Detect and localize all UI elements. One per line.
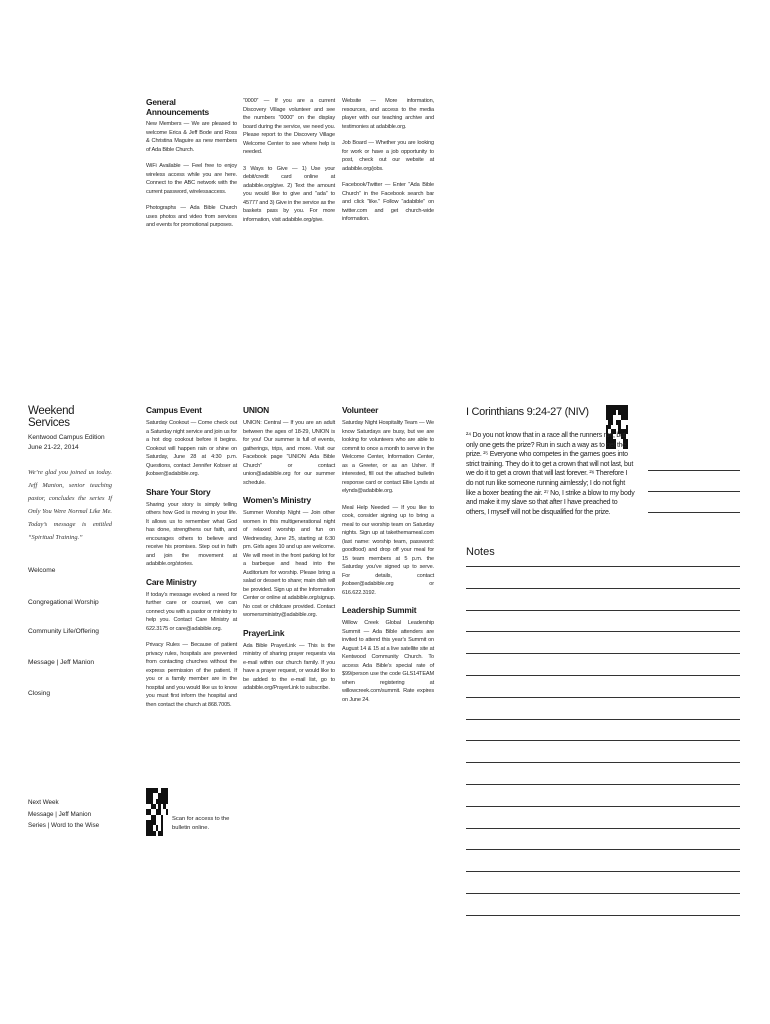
campus-cookout: Saturday Cookout — Come check out a Saturday night service and join us for a hot dog cookout before it begins. Cookout will happen rain or shine on Saturday, June 28 at 4:30 p.m. Questions, contact Jennifer Kobser at jkobser@adabible.org. — [146, 420, 237, 477]
volunteer-heading: Volunteer — [342, 405, 379, 415]
note-line — [466, 806, 740, 807]
scan-caption — [172, 815, 229, 832]
note-line — [466, 588, 740, 589]
note-line — [466, 762, 740, 763]
meal-help-text: Meal Help Needed — If you like to cook, consider signing up to bring a meal to our worship team on Saturday nights. Sign up at takethemameal.com (last name: worship team, password: goodfood) and drop off your meal for 15 team members at 5 p.m. the Saturday you’ve signed up to serve. For details, contact jkobser@adabible.org or 616.622.3192. — [342, 504, 434, 596]
next-week-block — [28, 797, 99, 832]
announcement-3-ways-to-give: 3 Ways to Give — 1) Use your debit/credit card online at adabible.org/give. 2) Text the amount you would like to give and “ada” to 45777 and 3) Give in the service as the baskets pass by you. For more information, visit adabible.org/give. — [243, 165, 335, 223]
share-story-text: Sharing your story is simply telling others how God is moving in your life. It allows us to remember what God has done, strengthens our faith, and encourages others to believe and receive his promises. Step out in faith and join the movement at adabible.org/stories. — [146, 501, 237, 567]
announcement-job-board: Job Board — Whether you are looking for work or have a job opportunity to post, check out our website at adabible.org/jobs. — [342, 140, 434, 172]
note-line — [466, 784, 740, 785]
order-item-closing: Closing — [28, 690, 50, 697]
note-line-short — [648, 512, 740, 513]
note-line — [466, 631, 740, 632]
notes-label: Notes — [466, 546, 495, 558]
order-item-community-life: Community Life/Offering — [28, 628, 99, 635]
note-line — [466, 740, 740, 741]
note-line — [466, 871, 740, 872]
campus-column — [146, 405, 237, 717]
volunteer-column — [342, 405, 434, 712]
hospitality-team-text: Saturday Night Hospitality Team — We know Saturdays are busy, but we are looking for volunteers who are able to commit to once a month to serve in the Welcome Center, Information Center, as a Greeter, or as an Usher. If interested, fill out the attached bulletin response card or contact Ellie Lynds at elynds@adabible.org. — [342, 420, 434, 494]
care-ministry-heading: Care Ministry — [146, 576, 197, 587]
note-line — [466, 719, 740, 720]
share-story-heading: Share Your Story — [146, 486, 211, 497]
note-line — [466, 828, 740, 829]
campus-event-heading: Campus Event — [146, 405, 202, 415]
service-date: June 21-22, 2014 — [28, 444, 79, 451]
bulletin-qr-code[interactable] — [146, 788, 168, 836]
note-line — [466, 653, 740, 654]
general-announcements-heading: General Announcements — [146, 97, 210, 117]
scripture-heading: I Corinthians 9:24-27 (NIV) — [466, 406, 589, 418]
note-line — [466, 849, 740, 850]
union-central-text: UNION: Central — If you are an adult between the ages of 18-29, UNION is for you! Our summer is full of events, gatherings, trips, and more. Visit our Facebook page “UNION Ada Bible Church” or contact union@adabible.org for our summer schedule. — [243, 420, 335, 486]
announcement-website: Website — More information, resources, and access to the media player with our teaching archive and testimonies at adabible.org. — [342, 98, 434, 130]
note-line — [466, 697, 740, 698]
union-column — [243, 405, 335, 701]
privacy-rules-text: Privacy Rules — Because of patient privacy rules, hospitals are prevented from contacting churches without the express permission of the patient. If you or a family member are in the hospital and you would like us to know you must first inform the hospital and then contact the church at 868.7005. — [146, 642, 237, 708]
note-line-short — [648, 491, 740, 492]
next-week-series: Series | Word to the Wise — [28, 822, 100, 829]
scan-caption-line1: Scan for access to the — [172, 816, 230, 822]
announcements-col1 — [146, 97, 237, 238]
prayerlink-text: Ada Bible PrayerLink — This is the ministry of sharing prayer requests via e-mail within our church family. If you have a prayer request, or would like to be added to the e-mail list, go to adabible.org/PrayerLink to subscribe. — [243, 642, 335, 691]
announcements-col3 — [342, 97, 434, 232]
leadership-summit-heading: Leadership Summit — [342, 605, 417, 615]
note-line — [466, 915, 740, 916]
note-line — [466, 675, 740, 676]
announcement-facebook-twitter: Facebook/Twitter — Enter “Ada Bible Church” in the Facebook search bar and click “like.” Follow “adabible” on twitter.com and get church-wide information. — [342, 182, 434, 222]
order-item-message: Message | Jeff Manion — [28, 659, 95, 666]
prayerlink-heading: PrayerLink — [243, 627, 285, 638]
scripture-verse: ²⁴ Do you not know that in a race all the runners run, but only one gets the prize? Run in such a way as to get the prize. ²⁵ Everyone who competes in the games goes into strict training. They do it to get a crown that will not last, but we do it to get a crown that will last forever. ²⁶ Therefore I do not run like someone running aimlessly; I do not fight like a boxer beating the air. ²⁷ No, I strike a blow to my body and make it my slave so that after I have preached to others, I myself will not be disqualified for the prize. — [466, 432, 635, 516]
announcement-photographs: Photographs — Ada Bible Church uses photos and video from services and events for promotional purposes. — [146, 205, 237, 228]
qr-module — [166, 831, 168, 836]
note-line — [466, 566, 740, 567]
summer-worship-text: Summer Worship Night — Join other women in this multigenerational night of relaxed worship and fun on Wednesday, June 25, starting at 6:30 pm. Girls ages 10 and up are welcome. We will meet in the front parking lot for a barbeque and head into the Auditorium for worship. Please bring a salad or dessert to share; main dish will be provided. Sign up at the Information Center or online at adabible.org/signup. No cost or childcare provided. Contact womensministry@adabible.org. — [243, 510, 335, 618]
womens-ministry-heading: Women’s Ministry — [243, 495, 311, 505]
welcome-intro: We’re glad you joined us today. Jeff Manion, senior teaching pastor, concludes the series If Only You Were Normal Like Me. Today’s message is entitled “Spiritual Training.” — [28, 469, 112, 541]
weekend-services-panel — [28, 405, 112, 544]
order-item-welcome: Welcome — [28, 567, 56, 574]
announcements-col2 — [243, 97, 335, 232]
campus-edition: Kentwood Campus Edition — [28, 434, 105, 441]
union-heading: UNION — [243, 405, 269, 415]
order-item-worship: Congregational Worship — [28, 599, 99, 606]
announcement-0000: “0000” — If you are a current Discovery Village volunteer and see the numbers “0000” on the display board during the service, we need you. Please report to the Discovery Village Welcome Center to see where help is needed. — [243, 98, 335, 155]
announcement-wifi: WiFi Available — Feel free to enjoy wireless access while you are here. Connect to the ABC network with the current password, wirelessaccess. — [146, 163, 237, 195]
note-line — [466, 610, 740, 611]
scan-caption-line2: bulletin online. — [172, 824, 210, 831]
weekend-services-title: Weekend Services — [28, 405, 75, 429]
note-line-short — [648, 470, 740, 471]
announcement-new-members: New Members — We are pleased to welcome Erica & Jeff Bode and Ross & Christina Maguire as new members of Ada Bible Church. — [146, 121, 237, 153]
note-line — [466, 893, 740, 894]
next-week-label: Next Week — [28, 799, 59, 806]
leadership-summit-text: Willow Creek Global Leadership Summit — Ada Bible attenders are invited to attend this year’s Summit on August 14 & 15 at a live satellite site at Kentwood Community Church. To access Ada Bible’s special rate of $99/person use the code GLS14TEAM when registering at willowcreek.com/summit. Rate expires on June 24. — [342, 620, 434, 703]
care-ministry-text: If today’s message evoked a need for further care or counsel, we can connect you with a pastor or ministry to help you. Contact Care Ministry at 622.3175 or care@adabible.org. — [146, 591, 238, 632]
next-week-message: Message | Jeff Manion — [28, 810, 92, 818]
